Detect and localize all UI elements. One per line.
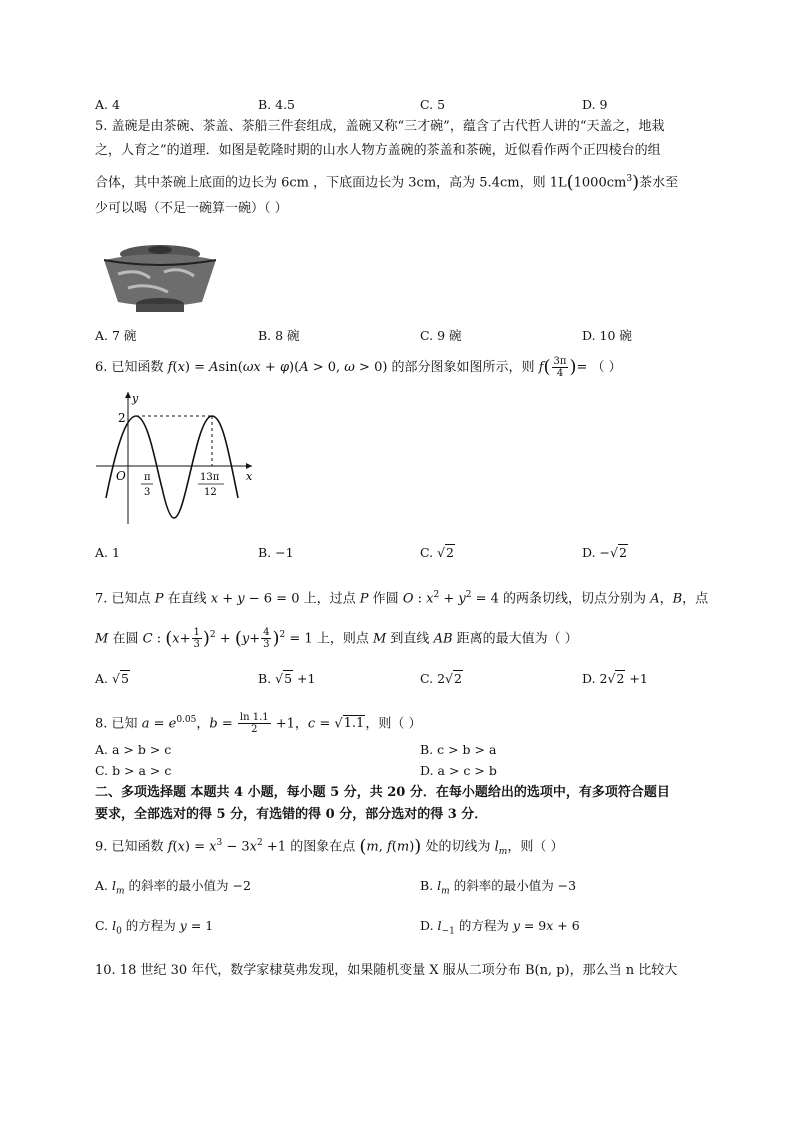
q8-option-b: B. c > b > a (420, 742, 497, 757)
q4-option-a: A. 4 (95, 97, 120, 112)
q6-option-c: C. √2 (420, 545, 454, 560)
graph-x-axis-label: x (246, 470, 253, 483)
q7-t10: 距离的最大值为（ ） (456, 631, 578, 647)
q7-c-label: C. (420, 671, 434, 686)
q7-t2: 在直线 (167, 591, 207, 607)
q7-t5: 的两条切线，切点分别为 (503, 591, 647, 607)
q7-t1: 7. 已知点 (95, 591, 151, 607)
q6-option-d-label: D. − (582, 545, 610, 560)
q7-t8: 上，则点 (316, 631, 369, 647)
q9-option-c: C. $l_0$ 的方程为 y = 1 (95, 918, 214, 937)
q5-line-4: 少可以喝（不足一碗算一碗）（ ） (95, 201, 288, 216)
q6-stem-b: 的部分图象如图所示，则 (391, 360, 535, 375)
q7-option-a: A. √5 (95, 671, 129, 686)
q9-c-label: C. (95, 918, 109, 933)
q6-stem: 6. 已知函数 f(x) = Asin(ωx + φ)(A > 0, ω > 0) 的部分图象如图所示，则 f( $\frac{3\pi}{4}$ )= （ ） (95, 356, 622, 379)
q8-option-d: D. a > c > b (420, 763, 497, 778)
q9-t2: 的图象在点 (290, 839, 356, 855)
q7-d-label: D. (582, 671, 596, 686)
q4-option-b: B. 4.5 (258, 97, 296, 112)
q7-line-2: M 在圆 C : (x+ $\frac{1}{3}$ )$^2$ + (y+ $\frac{4}{3}$ )$^2$ = 1 上，则点 M 到直线 AB 距离的最大值为（ ） (95, 627, 578, 651)
q9-stem: 9. 已知函数 $f(x) = x^3 - 3x^2 +1$ 的图象在点 (m, f(m)) 处的切线为 $l_m$，则（ ） (95, 835, 564, 857)
q7-a-label: A. (95, 671, 109, 686)
q6-option-d: D. −√2 (582, 545, 627, 560)
q6-stem-c: = （ ） (576, 360, 622, 375)
q9-option-a: A. $l_m$ 的斜率的最小值为 −2 (95, 878, 251, 897)
graph-tick-2-num: 13π (200, 472, 220, 483)
q9-t4: ，则（ ） (507, 839, 564, 855)
q9-option-b: B. $l_m$ 的斜率的最小值为 −3 (420, 878, 577, 897)
q9-a-label: A. (95, 878, 109, 893)
q7-option-b: B. √5 +1 (258, 671, 316, 686)
q5-line-3-text: 合体，其中茶碗上底面的边长为 6cm ，下底面边长为 3cm，高为 5.4cm，则 1L (95, 175, 567, 191)
q4-option-c: C. 5 (420, 97, 446, 112)
graph-origin-label: O (116, 469, 126, 483)
q10-line-1: 10. 18 世纪 30 年代，数学家棣莫弗发现，如果随机变量 X 服从二项分布 B(n, p)，那么当 n 比较大 (95, 963, 678, 978)
q7-t7: 在圆 (112, 631, 139, 647)
q6-option-a: A. 1 (95, 545, 120, 560)
q8-t1: 8. 已知 (95, 716, 138, 732)
q9-a-text: 的斜率的最小值为 −2 (128, 878, 251, 893)
graph-tick-2-den: 12 (204, 487, 217, 498)
q5-option-c: C. 9 碗 (420, 328, 462, 343)
graph-y-axis-label: y (132, 392, 139, 405)
q7-t6: ，点 (682, 591, 709, 607)
q8-t2: ，则（ ） (365, 716, 422, 732)
q7-line-1: 7. 已知点 P 在直线 x + y − 6 = 0 上，过点 P 作圆 O : $x^2 + y^2 = 4$ 的两条切线，切点分别为 A，B，点 (95, 590, 709, 607)
q5-volume: 1000cm (573, 175, 627, 191)
graph-tick-1-num: π (144, 472, 151, 483)
q9-b-text: 的斜率的最小值为 −3 (453, 878, 577, 893)
q7-t9: 到直线 (390, 631, 430, 647)
q9-option-d: D. $l_{-1}$ 的方程为 y = 9x + 6 (420, 918, 580, 937)
tea-bowl-photo (98, 238, 222, 318)
q7-option-d: D. 2√2 +1 (582, 671, 648, 686)
q5-line-3-end: 茶水至 (639, 175, 679, 191)
q7-b-label: B. (258, 671, 272, 686)
q5-option-a: A. 7 碗 (95, 328, 137, 343)
sine-graph (92, 388, 262, 526)
q6-option-b: B. −1 (258, 545, 294, 560)
q9-c-text: 的方程为 (125, 918, 176, 933)
q5-option-b: B. 8 碗 (258, 328, 300, 343)
q9-t1: 9. 已知函数 (95, 839, 164, 855)
q5-line-1: 5. 盖碗是由茶碗、茶盖、茶船三件套组成，盖碗又称“三才碗”，蕴含了古代哲人讲的“天盖之，地栽 (95, 119, 665, 134)
q9-b-label: B. (420, 878, 434, 893)
q8-stem: 8. 已知 $a = e^{0.05}$，b = $\frac{\ln 1.1}{2}$ +1，c = √1.1，则（ ） (95, 712, 422, 736)
graph-ymax-label: 2 (118, 411, 126, 425)
q5-option-d: D. 10 碗 (582, 328, 632, 343)
q7-t3: 上，过点 (303, 591, 356, 607)
graph-tick-1-den: 3 (144, 487, 151, 498)
section-2-heading: 二、多项选择题 本题共 4 小题，每小题 5 分，共 20 分．在每小题给出的选项中，有多项符合题目 (95, 785, 670, 800)
q5-line-3: 合体，其中茶碗上底面的边长为 6cm ，下底面边长为 3cm，高为 5.4cm，则 $1L(1000cm^3)$茶水至 (95, 171, 679, 193)
q8-option-a: A. a > b > c (95, 742, 172, 757)
q6-stem-a: 6. 已知函数 (95, 360, 164, 375)
q9-d-label: D. (420, 918, 434, 933)
q4-option-d: D. 9 (582, 97, 608, 112)
q7-option-c: C. 2√2 (420, 671, 462, 686)
q6-option-c-label: C. (420, 545, 434, 560)
q9-d-text: 的方程为 (458, 918, 509, 933)
q7-t4: 作圆 (372, 591, 399, 607)
q8-option-c: C. b > a > c (95, 763, 172, 778)
section-2-instructions: 要求，全部选对的得 5 分，有选错的得 0 分，部分选对的得 3 分． (95, 807, 488, 822)
q5-line-2: 之，人育之”的道理．如图是乾隆时期的山水人物方盖碗的茶盖和茶碗，近似看作两个正四棱台的组 (95, 143, 661, 158)
q9-t3: 处的切线为 (425, 839, 491, 855)
